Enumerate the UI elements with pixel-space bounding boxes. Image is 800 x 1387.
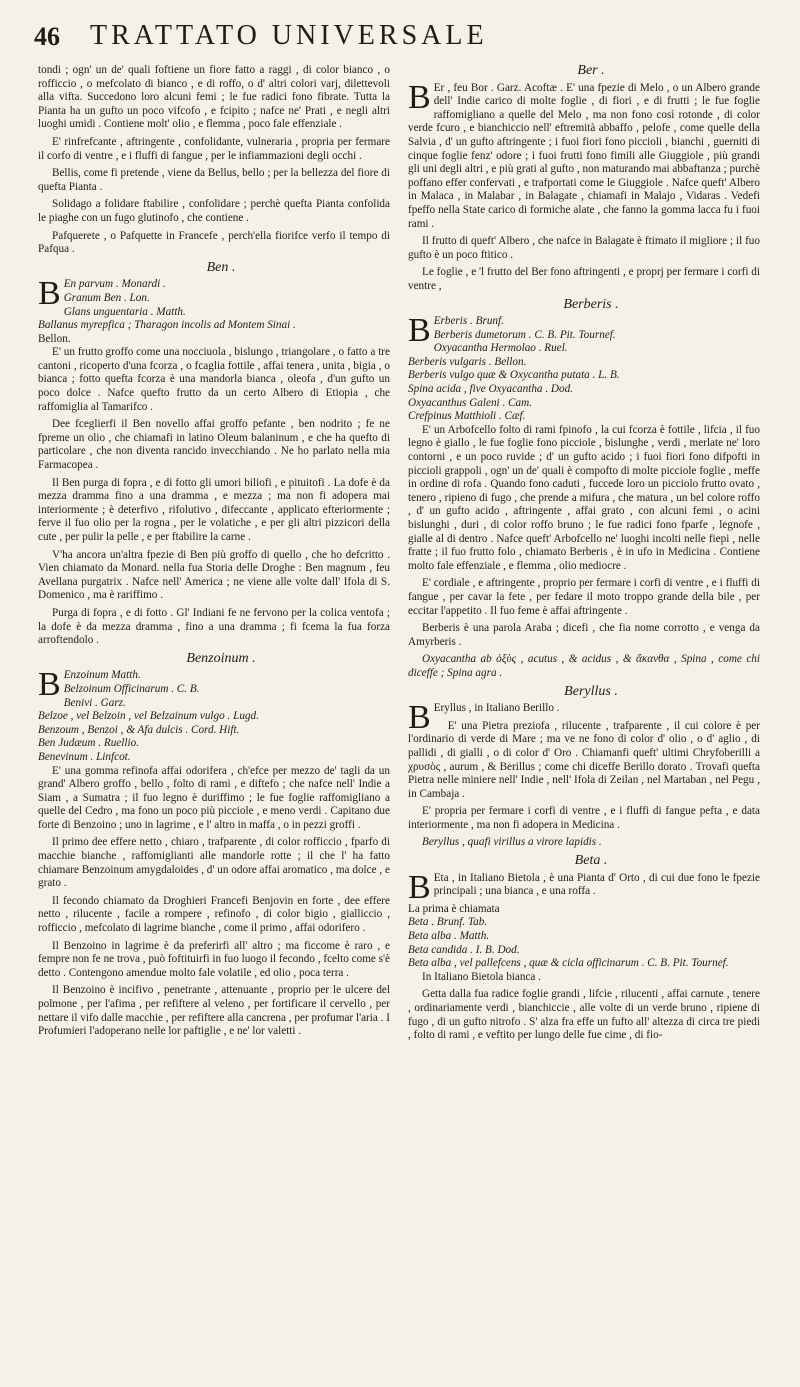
running-title: TRATTATO UNIVERSALE (90, 20, 488, 51)
body-paragraph: Berberis è una parola Araba ; dicefi , che fia nome corrotto , e venga da Amyrberis . (408, 622, 760, 648)
body-paragraph: Purga di fopra , e di fotto . Gl' Indiani fe ne fervono per la colica ventofa ; la dofe è da mezza dramma , fino a una dramma ; fi fcema la fua forza arroftendolo . (38, 606, 390, 647)
dropcap: B (408, 78, 431, 116)
synonym-line: Enzoinum Matth. (63, 669, 141, 682)
synonym-line: Spina acida , five Oxyacantha . Dod. (408, 383, 573, 396)
body-paragraph: E' cordiale , e aftringente , proprio per fermare i corfi di ventre , e i fluffi di fangue , per cavar la fete , per fedare il moto troppo grande della bile , per eccitar l'appetito . Il fuo feme è affai aftringente . (408, 577, 760, 617)
body-paragraph: E' una Pietra preziofa , rilucente , trafparente , il cui colore è per l'ordinario di verde di Mare ; ma ve ne fono di color d' olio , o d' aglio , di pallidi , di gialli , o di color d' Oro . Chiamanfi queft' ultimi Chryfoberilli a χρυσὸς , aurum , & Berillus ; come chi diceffe Berillo dorato . Trovafi quefta Pietra nelle miniere nell' Indie , nell' Ifola di Zeilan , nel Martaban , nel Pegu , in Cambaja . (408, 719, 760, 800)
dropcap: B (408, 312, 431, 350)
synonym-line: Erberis . Brunf. (433, 315, 504, 328)
body-paragraph: Il Benzoino in lagrime è da preferirfi all' altro ; ma ficcome è raro , e fempre non fe ne trova , può foftituirfi in fuo luogo il fecondo , fcelto come s'è detto . Contengono amendue molto fale volatile , ed olio , poca terra . (38, 939, 390, 979)
synonym-line: Oxyacanthus Galeni . Cam. (408, 396, 532, 409)
synonym-line: Berberis vulgo quæ & Oxycantha putata . L. B. (408, 369, 620, 382)
synonym-line: Beta candida . I. B. Dod. (408, 943, 520, 956)
entry-heading-ber: Ber . (577, 63, 605, 78)
synonym-line: Bellon. (38, 332, 71, 345)
synonym-line: Berberis vulgaris . Bellon. (408, 355, 527, 368)
entry-heading-beryllus: Beryllus . (564, 683, 618, 699)
synonym-line: Belzoe , vel Belzoin , vel Belzainum vulgo . Lugd. (38, 710, 259, 723)
synonym-line: Crefpinus Matthioli . Cæf. (408, 410, 526, 423)
intro-paragraph: Solidago a folidare ftabilire , confolidare ; perchè quefta Pianta confolida le piaghe con un fugo glutinofo , che contiene . (38, 198, 390, 224)
synonym-line: Oxyacantha Hermolao . Ruel. (433, 342, 568, 355)
page-number: 46 (34, 22, 60, 51)
synonym-line: Berberis dumetorum . C. B. Pit. Tournef. (433, 328, 616, 341)
intro-paragraph: E' rinfrefcante , aftringente , confolidante, vulneraria , propria per fermare il corfo di ventre , e i fluffi di fangue , per le infiammazioni degli occhi . (38, 135, 390, 162)
body-paragraph: Getta dalla fua radice foglie grandi , lifcie , rilucenti , affai carnute , tenere , ordinariamente verdi , bianchiccie , alle volte di un verde bruno , ripiene di fugo , di un gufto nitrofo . S' alza fra effe un fufto all' altezza di circa tre piedi , folto di rami , e veftito per lungo delle fue cime , di fio- (408, 988, 760, 1042)
entry-heading-berberis: Berberis . (563, 296, 619, 312)
synonym-line: Glans unguentaria . Matth. (63, 305, 186, 318)
synonym-line: Benzoum , Benzoi , & Afa dulcis . Cord. Hift. (38, 723, 240, 736)
dropcap: B (38, 275, 61, 313)
intro-paragraph: Bellis, come fi pretende , viene da Bellus, bello ; per la bellezza del fiore di quefta Pianta . (38, 167, 390, 193)
synonym-line: En parvum . Monardi . (63, 278, 166, 291)
body-paragraph: Il Benzoino è incifivo , penetrante , attenuante , proprio per le ulcere del polmone , per l'afima , per refiftere al veleno , per fortificare il cervello , per nettare il vifo dalle macchie , per refiftere alla cancrena , per profumar l'aria . I Profumieri l'adoperano nelle lor paftiglie , e ne' lor valetti . (38, 984, 390, 1038)
body-paragraph: Eryllus , in Italiano Berillo . (433, 702, 560, 715)
body-paragraph: Er , feu Bor . Garz. Acoftæ . E' una fpezie di Melo , o un Albero grande dell' Indie carico di molte foglie , di fiori , e di frutti ; le fue foglie raffomigliano a quelle del Melo , ma non fono così rotonde , di color verde fcuro , e bianchiccio nell' eftremità abbaffo , pelofe , come quelle della Salvia , d' un gufto aftringente ; i fuoi fiori fono piccioli , bianchi , guerniti di cinque foglie fenz' odore ; i fuoi frutti fono fimili alle Giuggiole , più grandi gli uni degli altri , e più grati al gufto , non maturando mai abbaftanza ; purchè poffano effer confervati , e trafportati come le Giuggiole . Nafce queft' Albero in Malaca , in Malabar , in Balagate , chiamafi in Malajo , Vidaras . Vedefi fpeffo nella State carico di formiche alate , che fanno la gomma lacca fu i fuoi rami . (408, 81, 760, 230)
body-paragraph: Il fecondo chiamato da Droghieri Francefi Benjovin en forte , dee effere netto , rilucente , facile a rompere , refinofo , di color bigio , gialliccio , rofficcio , mefcolato di lagrime bianche , come il primo , affai odorifero . (38, 894, 390, 935)
body-paragraph: Le foglie , e 'l frutto del Ber fono aftringenti , e proprj per fermare i corfi di ventre , (408, 266, 760, 292)
synonym-line: Granum Ben . Lon. (63, 291, 150, 304)
body-paragraph: V'ha ancora un'altra fpezie di Ben più groffo di quello , che ho defcritto . Vien chiamato da Monard. nella fua Storia delle Droghe : Ben magnum , feu Avellana purgatrix . Nafce nell' America ; ne viene alle volte dall' Ifola di S. Domenico , ma è rariffimo . (38, 548, 390, 602)
intro-paragraph: Pafquerete , o Pafquette in Francefe , perch'ella fiorifce verfo il tempo di Pafqua . (38, 229, 390, 256)
dropcap: B (408, 699, 431, 737)
synonym-line: La prima è chiamata (408, 902, 500, 915)
entry-heading-ben: Ben . (206, 259, 236, 275)
body-paragraph: E' un Arbofcello folto di rami fpinofo , la cui fcorza è fottile , lifcia , il fuo legno è giallo , le fue foglie fono picciole , bislunghe , verdi , merlate ne' loro contorni , e un poco ruvide ; d' un gufto acido ; i fuoi fiori fono difpofti in piccioli grappoli , ogn' un de' quali è compofto di molte picciole foglie , meffe in ordine di rofa . Quando fono caduti , fuccede loro un picciolo frutto ovato , tenero , ripieno di fugo , che prende a mifura , che matura , un bel colore roffo , d' un gufto acido , aftringente , affai grato , con alcuni femi , o acini bislunghi , duri , di color roffo bruno ; le fue radici fono fparfe , legnofe , gialle al di dentro . Nafce queft' Arbofcello ne' luoghi incolti nelle fiepi , nelle fratte ; il fuo frutto folo , chiamato Berberis , è in ufo in Medicina . Contiene molto fale effenziale , e flemma , olio mediocre . (408, 423, 760, 572)
right-column (408, 64, 760, 1047)
synonym-line: Beta alba , vel pallefcens , quæ & cicla officinarum . C. B. Pit. Tournef. (408, 957, 729, 970)
synonym-line: Ben Judæum . Ruellio. (38, 737, 139, 750)
body-paragraph: Dee fceglierfi il Ben novello affai groffo pefante , ben nodrito ; fe ne fpreme un olio , che chiamafi in latino Oleum balaninum , e che ha quefto di particolare , che non diventa rancido invecchiando . Ne ho parlato nella mia Farmacopea . (38, 418, 390, 472)
body-paragraph: Eta , in Italiano Bietola , è una Pianta d' Orto , di cui due fono le fpezie principali ; una bianca , e una roffa . (433, 871, 760, 898)
body-paragraph: Il frutto di queft' Albero , che nafce in Balagate è ftimato il migliore ; il fuo gufto è un poco ftitico . (408, 235, 760, 261)
dropcap: B (38, 666, 61, 704)
synonym-line: Beta alba . Matth. (408, 930, 490, 943)
synonym-line: Benevinum . Linfcot. (38, 750, 131, 763)
synonym-line: Ballanus myrepfica ; Tharagon incolis ad Montem Sinai . (38, 319, 296, 332)
body-paragraph: In Italiano Bietola bianca . (422, 970, 541, 983)
body-paragraph: Il Ben purga di fopra , e di fotto gli umori biliofi , e pituitofi . La dofe è da mezza dramma fino a una dramma , e mezza ; ma non fi adopera mai interiormente ; è deterfivo , rifolutivo , difeccante , applicato efteriormente ; ferve il fuo olio per la rogna , per le volatiche , e per gli altri pizzicori della cute , per pulir la pelle , e per ftabilire la carne . (38, 476, 390, 543)
synonym-line: Belzoinum Officinarum . C. B. (63, 682, 200, 695)
body-paragraph: Beryllus , quafi virillus a virore lapidis . (422, 836, 602, 849)
body-paragraph: E' una gomma refinofa affai odorifera , ch'efce per mezzo de' tagli da un grand' Albero groffo , bello , folto di rami , e diftefo ; che nafce nell' Indie a Siam , a Sumatra ; il fuo legno è duriffimo ; le fue foglie raffomigliano a quelle del Cedro , ma fono un poco più picciole , e meno verdi . Capitano due forte di Benzoino ; uno in lagrime , e l' altro in maffa , o in pezzi groffi . (38, 764, 390, 831)
left-column (38, 64, 390, 1043)
synonym-line: Benivi . Garz. (63, 696, 126, 709)
intro-paragraph: tondi ; ogn' un de' quali foftiene un fiore fatto a raggi , di color bianco , o rofficcio , o mefcolato di bianco , e di roffo, o d' altri colori varj, dilettevoli alla vifta. Succedono loro alcuni femi ; le fue radici fono fibrate. Tutta la Pianta ha un gufto un poco vifcofo , e fcipito ; nafce ne' Prati , e negli altri luoghi umidi . Contiene molt' olio , e flemma , poco fale effenziale . (38, 64, 390, 131)
synonym-line: Beta . Brunf. Tab. (408, 916, 488, 929)
body-paragraph: E' un frutto groffo come una nocciuola , bislungo , triangolare , o fatto a tre cantoni , ricoperto d'una fcorza , o fcaglia fottile , affai tenera , unita , bigia , o bianca ; fotto quefta fcorza è una mandorla bianca , oleofa , d'un gufto un poco dolce . Nafce quefto frutto da un certo Albero di Etiopia , che raffomiglia al Tamarifco . (38, 346, 390, 413)
entry-heading-benzoinum: Benzoinum . (186, 650, 256, 666)
dropcap: B (408, 868, 431, 906)
body-paragraph: Il primo dee effere netto , chiaro , trafparente , di color rofficcio , fparfo di macchie bianche , raffomiglianti alle mandorle rotte ; il che l' ha fatto chiamare Benzoinum amygdaloides , d' un odore affai aromatico , ma dolce , e grato . (38, 836, 390, 890)
body-paragraph: Oxyacantha ab ὀξὺς , acutus , & acidus , & ἄκανθα , Spina , come chi diceffe ; Spina agra . (408, 653, 760, 679)
entry-heading-beta: Beta . (574, 853, 608, 869)
body-paragraph: E' propria per fermare i corfi di ventre , e i fluffi di fangue pefta , e data interiormente , ma non fi adopera in Medicina . (408, 805, 760, 831)
